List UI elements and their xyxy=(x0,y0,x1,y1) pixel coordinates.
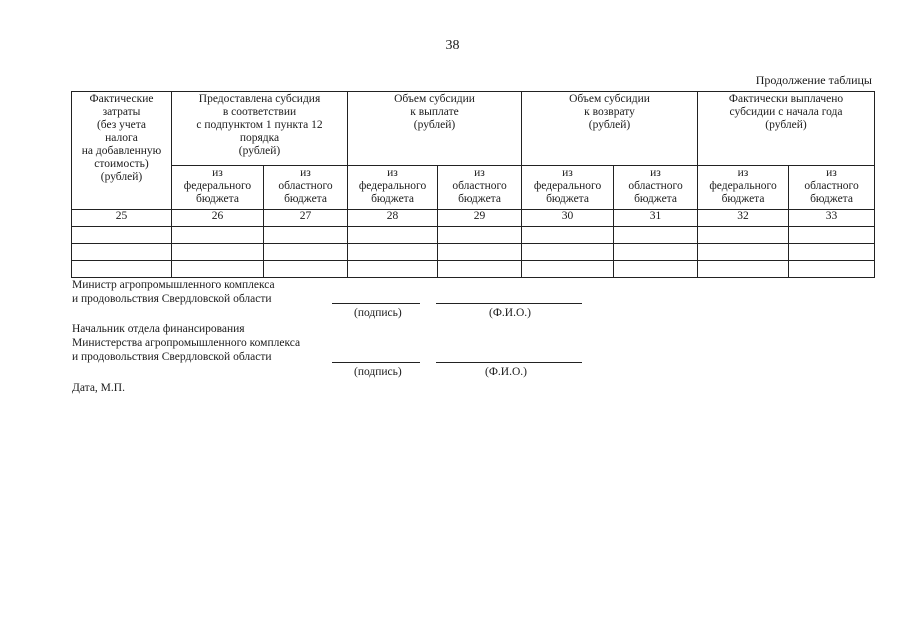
table-cell[interactable] xyxy=(348,261,438,278)
table-cell[interactable] xyxy=(698,261,789,278)
header-federal-budget: из федерального бюджета xyxy=(698,166,789,210)
column-number: 28 xyxy=(348,210,438,227)
signature-title-line: и продовольствия Свердловской области xyxy=(72,351,272,363)
header-subsidy-to-pay: Объем субсидии к выплате (рублей) xyxy=(348,92,522,166)
table-continuation-label: Продолжение таблицы xyxy=(755,73,872,87)
table-cell[interactable] xyxy=(789,244,875,261)
finance-head-signature-block xyxy=(72,322,300,364)
page-number: 38 xyxy=(445,38,460,53)
signature-title-line: Министр агропромышленного комплекса xyxy=(72,279,275,291)
table-cell[interactable] xyxy=(614,261,698,278)
signature-line[interactable] xyxy=(332,362,420,363)
table-cell[interactable] xyxy=(789,227,875,244)
table-cell[interactable] xyxy=(348,244,438,261)
table-cell[interactable] xyxy=(72,227,172,244)
header-subsidy-provided: Предоставлена субсидия в соответствии с подпунктом 1 пункта 12 порядка (рублей) xyxy=(172,92,348,166)
header-row-sub xyxy=(72,166,875,210)
name-line[interactable] xyxy=(436,362,582,363)
table-row xyxy=(72,227,875,244)
column-number-row xyxy=(72,210,875,227)
header-federal-budget: из федерального бюджета xyxy=(522,166,614,210)
table-cell[interactable] xyxy=(72,261,172,278)
table-cell[interactable] xyxy=(614,244,698,261)
minister-signature-block xyxy=(72,278,275,306)
signature-title-line: Начальник отдела финансирования xyxy=(72,323,245,335)
column-number: 30 xyxy=(522,210,614,227)
header-federal-budget: из федерального бюджета xyxy=(172,166,264,210)
table-cell[interactable] xyxy=(698,227,789,244)
table-cell[interactable] xyxy=(614,227,698,244)
column-number: 33 xyxy=(789,210,875,227)
table-cell[interactable] xyxy=(264,261,348,278)
date-stamp-label: Дата, М.П. xyxy=(72,382,125,394)
header-row-top xyxy=(72,92,875,166)
table-cell[interactable] xyxy=(698,244,789,261)
header-subsidy-paid-ytd: Фактически выплачено субсидии с начала года (рублей) xyxy=(698,92,875,166)
header-actual-costs: Фактические затраты (без учета налога на добавленную стоимость) (рублей) xyxy=(72,92,172,210)
table-cell[interactable] xyxy=(522,261,614,278)
column-number: 26 xyxy=(172,210,264,227)
table-cell[interactable] xyxy=(172,261,264,278)
signature-caption: (подпись) xyxy=(354,307,402,319)
table-cell[interactable] xyxy=(72,244,172,261)
signature-caption: (подпись) xyxy=(354,366,402,378)
table-cell[interactable] xyxy=(438,261,522,278)
table-cell[interactable] xyxy=(522,244,614,261)
table-cell[interactable] xyxy=(264,227,348,244)
signature-title-line: Министерства агропромышленного комплекса xyxy=(72,337,301,349)
table-cell[interactable] xyxy=(438,244,522,261)
name-caption: (Ф.И.О.) xyxy=(485,366,527,378)
header-regional-budget: из областного бюджета xyxy=(614,166,698,210)
name-line[interactable] xyxy=(436,303,582,304)
table-cell[interactable] xyxy=(522,227,614,244)
column-number: 32 xyxy=(698,210,789,227)
column-number: 27 xyxy=(264,210,348,227)
signature-line[interactable] xyxy=(332,303,420,304)
column-number: 29 xyxy=(438,210,522,227)
signature-title-line: и продовольствия Свердловской области xyxy=(72,293,272,305)
header-federal-budget: из федерального бюджета xyxy=(348,166,438,210)
header-regional-budget: из областного бюджета xyxy=(264,166,348,210)
table-cell[interactable] xyxy=(264,244,348,261)
name-caption: (Ф.И.О.) xyxy=(489,307,531,319)
header-regional-budget: из областного бюджета xyxy=(789,166,875,210)
table-cell[interactable] xyxy=(438,227,522,244)
subsidy-table xyxy=(71,91,875,278)
header-regional-budget: из областного бюджета xyxy=(438,166,522,210)
column-number: 25 xyxy=(72,210,172,227)
table-cell[interactable] xyxy=(172,227,264,244)
table-row xyxy=(72,244,875,261)
table-cell[interactable] xyxy=(789,261,875,278)
header-subsidy-to-return: Объем субсидии к возврату (рублей) xyxy=(522,92,698,166)
table-row xyxy=(72,261,875,278)
table-cell[interactable] xyxy=(172,244,264,261)
table-cell[interactable] xyxy=(348,227,438,244)
column-number: 31 xyxy=(614,210,698,227)
